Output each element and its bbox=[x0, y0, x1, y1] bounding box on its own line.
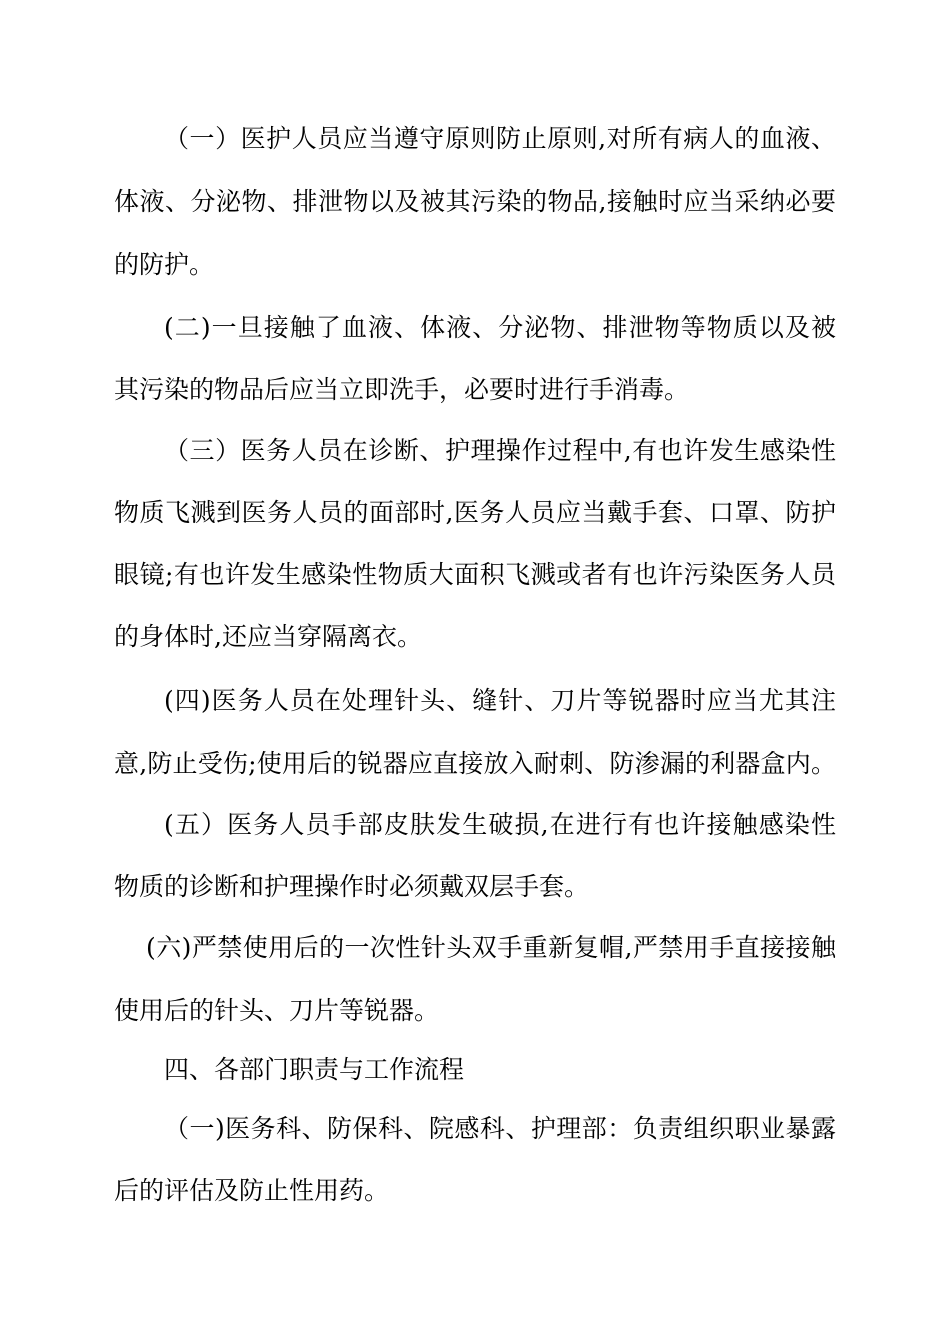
section-heading: 四、各部门职责与工作流程 bbox=[164, 1055, 465, 1084]
paragraph-3-line-4: 的身体时,还应当穿隔离衣。 bbox=[114, 622, 422, 651]
paragraph-1-line-3: 的防护。 bbox=[114, 250, 215, 279]
paragraph-4-line-1: (四)医务人员在处理针头、缝针、刀片等锐器时应当尤其注 bbox=[164, 686, 836, 715]
paragraph-2-line-1: (二)一旦接触了血液、体液、分泌物、排泄物等物质以及被 bbox=[164, 313, 836, 342]
paragraph-5-line-1: (五）医务人员手部皮肤发生破损,在进行有也许接触感染性 bbox=[164, 810, 836, 839]
paragraph-1-line-2: 体液、分泌物、排泄物以及被其污染的物品,接触时应当采纳必要 bbox=[114, 187, 836, 216]
paragraph-6-line-1: (六)严禁使用后的一次性针头双手重新复帽,严禁用手直接接触 bbox=[146, 933, 836, 962]
paragraph-4-line-2: 意,防止受伤;使用后的锐器应直接放入耐刺、防渗漏的利器盒内。 bbox=[114, 749, 836, 778]
paragraph-3-line-3: 眼镜;有也许发生感染性物质大面积飞溅或者有也许污染医务人员 bbox=[114, 560, 836, 589]
section-paragraph-1-line-1: （一)医务科、防保科、院感科、护理部：负责组织职业暴露 bbox=[164, 1114, 836, 1143]
paragraph-3-line-2: 物质飞溅到医务人员的面部时,医务人员应当戴手套、口罩、防护 bbox=[114, 498, 836, 527]
paragraph-2-line-2: 其污染的物品后应当立即洗手，必要时进行手消毒。 bbox=[114, 375, 690, 404]
paragraph-1-line-1: （一）医护人员应当遵守原则防止原则,对所有病人的血液、 bbox=[164, 124, 836, 153]
paragraph-6-line-2: 使用后的针头、刀片等锐器。 bbox=[114, 996, 440, 1025]
paragraph-3-line-1: （三）医务人员在诊断、护理操作过程中,有也许发生感染性 bbox=[164, 436, 836, 465]
section-paragraph-1-line-2: 后的评估及防止性用药。 bbox=[114, 1176, 390, 1205]
paragraph-5-line-2: 物质的诊断和护理操作时必须戴双层手套。 bbox=[114, 872, 590, 901]
